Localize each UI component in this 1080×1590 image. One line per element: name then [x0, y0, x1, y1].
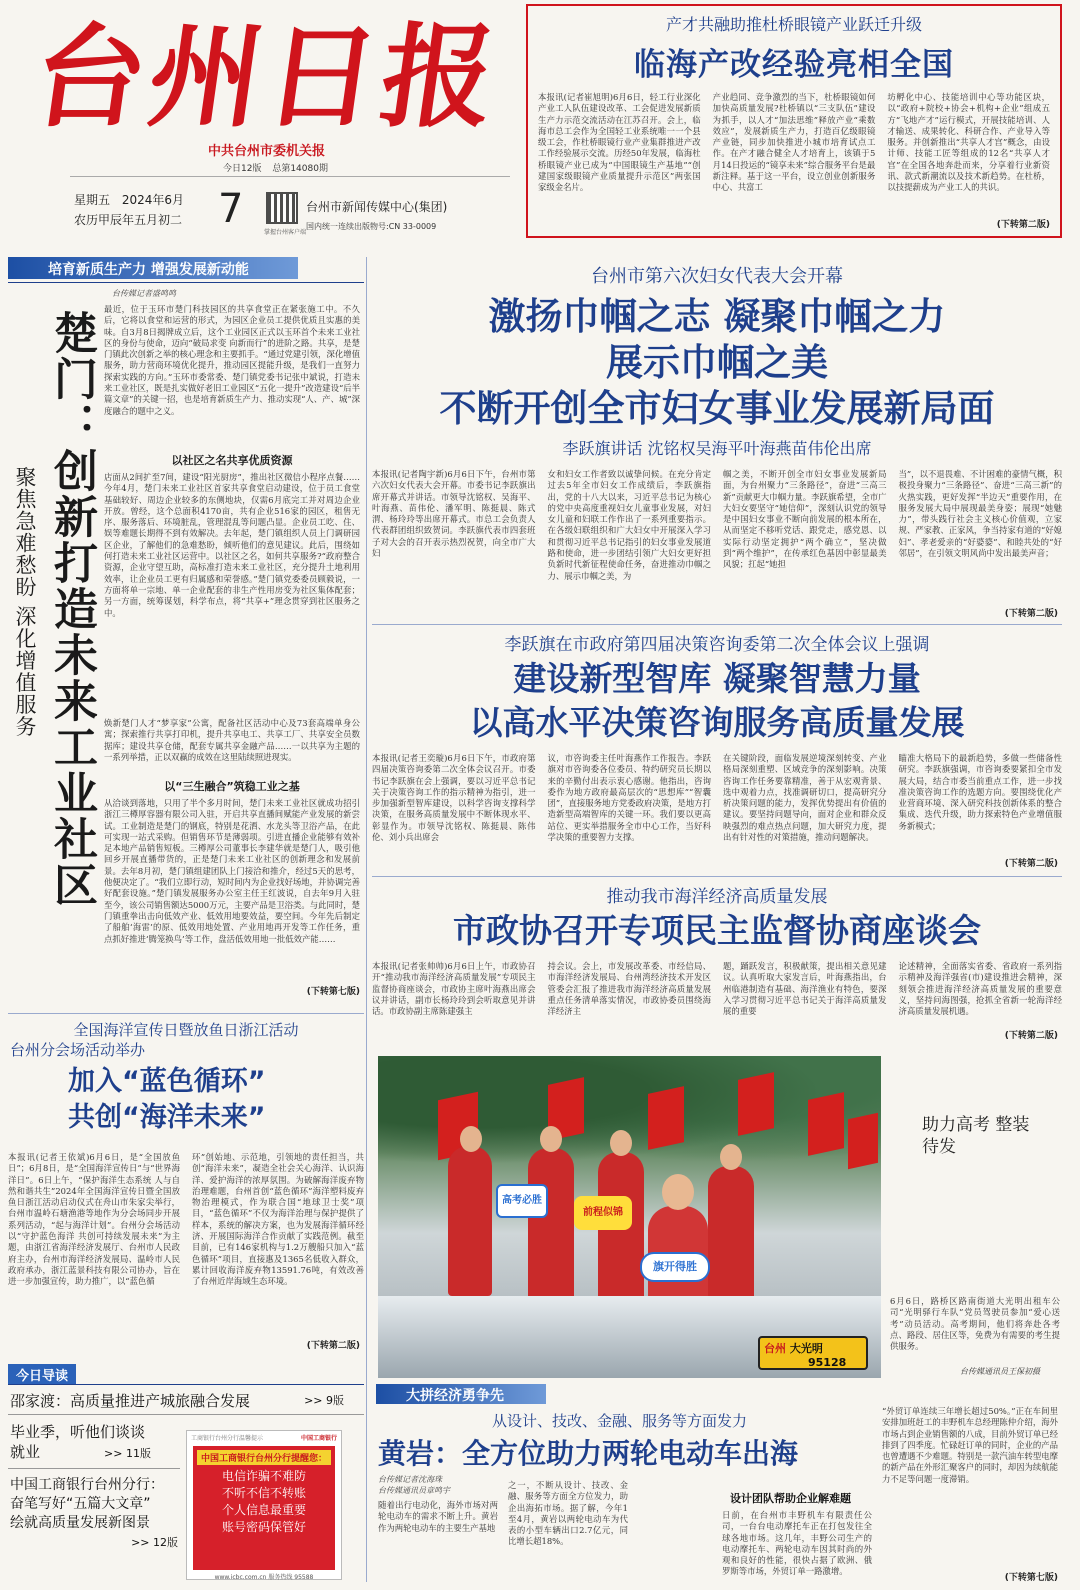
thinktank-story [372, 630, 1062, 872]
thinktank-col3: 在关键阶段，面临发展逆境深刻转变、产业格局深刻重塑、区域竞争的深刻影响。决策咨询工作任务要靠精准，善于从宏观背景、选中观着力点，找准调研切口，提高研究分析决策问题的能力，发挥优势提出有价值的建议。要坚持问题导向，面对企业和群众反映强烈的难点热点问题，加大研究力度，提出有针对性的对策措施，推动问题解决。 [723, 753, 887, 843]
year-month: 2024年6月 [121, 193, 185, 207]
top-story-col2: 产业趋同、竞争激烈的当下，杜桥眼镜如何加快高质量发展?杜桥镇以“三支队伍”建设为抓手，以人才“加法思维”释放产业“乘数效应”，发展新质生产力，打造百亿级眼镜产业链，同步加快推进小城市培育试点工作。在产才融合健全人才培育上，该镇于5月14日投运的“镜享未来”综合服务平台是最新注释。基于这一平台，设立创业创新服务中心、共富工 [712, 92, 876, 193]
thinktank-headline-1: 建设新型智库 凝聚智慧力量 [513, 659, 921, 698]
feature-para2: 店面从2间扩至7间，建设“阳光厨房”，推出社区微信小程序点餐……今年4月，楚门未来工业社区首家共享食堂启动建设，位于员工食堂基础较好、周边企业较多的东侧地块，仅需6月底完工并对周边企业开放。曾经，这个总面积4170亩，共有企业516家的园区，租售无序、服务落后、环境脏乱，管理混乱等问题凸显。企业员工吃、住、娱等难题长期得不到有效解决。去年起，楚门镇组织人员上门调研园区企业，了解他们的急难愁盼，倾听他们的意见建议。此后，围绕如何打造未来工业社区运营中。以社区之名，如何共享服务?“政府整合资源，企业守望互助，高标准打造未来工业社区，充分提升土地利用效率，让企业员工更有归属感和荣誉感。”楚门镇党委委员顾毅说，一方面将单一宗地、单一企业配套的非生产性用房变为社区集体配套；另一方面，统筹谋划，科学布点，将“共享+”理念贯穿到社区服务之中。 [104, 472, 360, 618]
ad-top: 工商银行台州分行温馨提示 [191, 1435, 264, 1442]
women-col3: 帼之美，不断开创全市妇女事业发展新局面，为台州聚力“三条路径”，奋进“三高三新”贡献更大巾帼力量。李跃旗希望，全市广大妇女要坚守“她信仰”，深刻认识党的领导是中国妇女事业不断向前发展的根本所在，从而坚定不移听党话、跟党走，感党恩、以实际行动坚定拥护“两个确立”，坚决做到“两个维护”，在传承红色基因中彰显最美风貌；扛起“她担 [723, 469, 887, 570]
photo-caption-text: 6月6日，路桥区路南街道大光明出租车公司“光明驿行车队”党员驾驶员参加“爱心送考”动员活动。高考期间，他们将奔赴各考点、路段、居住区等，免费为有需要的考生提供服务。 [890, 1296, 1060, 1352]
guide-item-2[interactable]: 毕业季，听他们谈谈 就业 >> 11版 [10, 1423, 151, 1461]
women-subhead: 李跃旗讲话 沈铭权吴海平叶海燕苗伟伦出席 [562, 439, 872, 458]
cppcc-kicker: 推动我市海洋经济高质量发展 [606, 887, 828, 907]
left-feature [8, 286, 364, 1006]
cppcc-col1: 本报讯(记者张帅帅)6月6日上午，市政协召开“推动我市海洋经济高质量发展”专项民主监督协商座谈会，市政协主席叶海燕出席会议并讲话，副市长杨玲玲到会听取意见并讲话。市政协副主席陈建强主 [372, 961, 536, 1017]
top-story-kicker: 产才共融助推杜桥眼镜产业跃迁升级 [665, 15, 922, 34]
feature-para4: 从洽谈到落地，只用了半个多月时间，楚门未来工业社区就成功招引浙江三樽厚容器有限公司入驻，开启共享直播间赋能产业发展的新尝试。工业制造是楚门的钢底，特别是花洒、水龙头等卫浴产品，在此可实现一站式采购。但销售环节是薄弱项。引进直播企业能够有效补足本地产品销售短板。三樽厚公司董事长李建华就是楚门人，吸引他回乡开展直播带货的，正是楚门未来工业社区的创新理念和发展前景。去年8月初，楚门镇组建团队上门接洽和推介，经过5天的思考，他便决定了。“我们立即行动，短时间内为企业找好场地，并协调完善好配套设施。”楚门镇发展服务办公室主任王红波说，自去年9月入驻至今，该公司销售额达5000万元，主要产品是卫浴类。与此同时，楚门镇重拳出击向低效产业、低效用地要效益，要空间。今年先后制定了船舶‘海雷’的原、低效用地处置、产业用地再开发等工作任务，重点抓好推进‘腾笼换鸟’等工作，盘活低效用地一批低效产能…… [104, 798, 360, 944]
cppcc-col2: 持会议。会上，市发展改革委、市经信局、市海洋经济发展局、台州湾经济技术开发区管委会汇报了推进我市海洋经济高质量发展重点任务清单落实情况，市政协委员围绕海洋经济主 [547, 961, 711, 1017]
feature-side-subtitle: 聚焦急难愁盼 深化增值服务 [13, 466, 37, 738]
today-guide-label: 今日导读 [8, 1364, 76, 1385]
ad-bank: 中国工商银行 [300, 1435, 337, 1442]
women-headline-1: 激扬巾帼之志 凝聚巾帼之力 [488, 295, 946, 338]
huangyan-col4: “外贸订单连续三年增长超过50%。”正在车间里安排加班赶工的丰野机车总经理陈仲介绍，海外市场占到企业销售额的八成，目前外贸订单已经排到了四季度。忙碌赶订单的同时，企业的产品也曾遭遇不少难题。特别是一款汽油车转型电摩的新产品在外形汇聚客户的同时，却因为续航能力不足等问题一度滞销。 [882, 1406, 1058, 1484]
photo-credit: 台传媒通讯员王保初摄 [960, 1367, 1040, 1376]
ad-footer: www.icbc.com.cn 服务热线 95588 [214, 1574, 314, 1581]
masthead-title: 台州日报 [24, 12, 508, 143]
feature-side-title: 楚门：创新打造未来工业社区 [46, 310, 97, 908]
women-continue[interactable]: (下转第二版) [1004, 609, 1058, 619]
taxi-sign: 台州 大光明 95128 [764, 1342, 847, 1369]
ocean-continue[interactable]: (下转第二版) [306, 1341, 360, 1351]
ad-line-1: 电信诈骗不难防 [221, 1469, 306, 1483]
feature-para3: 焕新楚门人才“梦享家”公寓，配备社区活动中心及73套高端单身公寓；探索推行共享打印机，提升共享电工、共享工厂、共享安全员数据库；建设共享仓储，配套专属共享金融产品……一以共享为主题的一系列举措，正以双赢的成效在这里陆续照进现实。 [104, 718, 360, 762]
cppcc-col3: 题，踊跃发言，积极献策，提出相关意见建议。认真听取大家发言后，叶海燕指出，台州临港制造有基础、海洋渔业有特色，要深入学习贯彻习近平总书记关于海洋高质量发展的重要 [723, 961, 887, 1017]
thinktank-headline-2: 以高水平决策咨询服务高质量发展 [469, 703, 965, 742]
cppcc-col4: 论述精神，全面落实省委、省政府一系列指示精神及海洋强省(市)建设推进会精神，深刻领会推进海洋经济高质量发展的重要意义，坚持问海图强，抢抓全省新一轮海洋经济高质量发展机遇。 [898, 961, 1062, 1017]
ocean-col2: 环”创始地、示范地，引领地的责任担当，共创“海洋未来”，凝造全社会关心海洋、认识海洋、爱护海洋的浓厚氛围。为破解海洋废弃物治理难题，台州首创“蓝色循环”海洋塑料废弃物治理模式，作为联合国“地球卫士奖”项目，“蓝色循环”不仅为海洋治理与保护提供了样本，系统的解决方案，也为发展海洋循环经济、开展国际海洋合作贡献了实践范例。截至目前，已有146家机构与1.2万艘船只加入“蓝色循环”项目，直接惠及1365名低收入群众，累计回收海洋废弃物13591.76吨，有效改善了台州近岸海域生态环境。 [192, 1152, 364, 1287]
thinktank-kicker: 李跃旗在市政府第四届决策咨询委第二次全体会议上强调 [504, 635, 930, 655]
women-col2: 女和妇女工作者致以诚挚问候。在充分肯定过去5年全市妇女工作成绩后，李跃旗指出，党的十八大以来，习近平总书记为核心的党中央高度重视妇女儿童事业发展，对妇女儿童和妇联工作作出了一系列重要指示。在各级妇联组织和广大妇女中开展深入学习和贯彻习近平总书记指引的妇女事业发展道路和使命，进一步团结引领广大妇女更好担负新时代新征程使命任务，奋进推动巾帼之力、展示巾帼之美，为 [547, 469, 711, 581]
issue-number: 总第14080期 [272, 164, 328, 174]
guide-item-1[interactable]: 邵家渡：高质量推进产城旅融合发展 >> 9版 [10, 1392, 344, 1410]
women-kicker: 台州市第六次妇女代表大会开幕 [591, 266, 843, 287]
weekday: 星期五 [74, 193, 111, 207]
cppcc-story [372, 882, 1062, 1046]
huangyan-col2: 之一，不断从设计、技改、金融、服务等方面全方位发力，助企出海拓市场。据了解，今年1至4月，黄岩以两轮电动车为代表的小型车辆出口2.7亿元，同比增长超18%。 [508, 1480, 628, 1547]
ocean-col1: 本报讯(记者王依斌)6月6日，是“全国放鱼日”；6月8日，是“全国海洋宣传日”与“世界海洋日”。6日上午，“保护海洋生态系统 人与自然和谐共生”2024年全国海洋宣传日暨全国放鱼日浙江活动启动仪式在舟山市朱家尖举行，台州市温岭石塘渔港等地作为分会场同步开展系列活动，“起与海洋计划”。台州分会场活动以“守护蓝色海洋 共创可持续发展未来”为主题，由浙江省海洋经济发展厅、台州市人民政府主办，台州市海洋经济发展局、温岭市人民政府承办，浙江蓝景科技有限公司协办，旨在进一步加强宣传，助力推广，以“蓝色循 [8, 1152, 180, 1287]
cppcc-headline: 市政协召开专项民主监督协商座谈会 [453, 911, 981, 950]
huangyan-headline: 黄岩：全方位助力两轮电动车出海 [378, 1437, 799, 1470]
feature-continue[interactable]: (下转第七版) [306, 987, 360, 997]
ocean-kicker-1: 全国海洋宣传日暨放鱼日浙江活动 [73, 1021, 299, 1039]
women-story [372, 262, 1062, 622]
sign-left: 高考必胜 [496, 1184, 548, 1218]
top-story-headline: 临海产改经验亮相全国 [634, 47, 954, 83]
qr-caption: 掌握台州客户端 [264, 229, 307, 236]
ocean-headline-2: 共创“海洋未来” [68, 1102, 266, 1133]
women-headline-2: 展示巾帼之美 [606, 341, 828, 384]
huangyan-byline-1: 台传媒记者沈海珠 [378, 1475, 442, 1484]
sign-mid: 前程似锦 [574, 1196, 632, 1230]
cn-number: 国内统一连续出版物号:CN 33-0009 [306, 222, 437, 231]
huangyan-sub: 设计团队帮助企业解难题 [730, 1492, 851, 1505]
sign-right: 旗开得胜 [640, 1252, 710, 1282]
thinktank-col2: 议，市咨询委主任叶海燕作工作报告。李跃旗对市咨询委各位委员、特约研究员长期以来的辛勤付出表示衷心感谢。他指出，咨询委作为地方政府最高层次的“思想库”“智囊团”，直接服务地方党委政府决策，是地方打造新型高端智库的关键一环。我们要以更高站位、更实举措服务全市中心工作，当好科学决策的重要智力支撑。 [547, 753, 711, 843]
women-col4: 当”，以不退畏难、不计困难的豪情气概，积极投身聚力“三条路径”、奋进“三高三新”的火热实践，更好发挥“半边天”重要作用，在服务发展大局中展现最美身姿；展现“她魅力”，带头践行社会主义核心价值观，立家规、严家教、正家风，争当持家有道的“好媳妇”、孝老爱亲的“好婆婆”、和睦共处的“好邻居”，在引领文明风尚中发出最美声音； [898, 469, 1062, 559]
issue-pages: 今日12版 [223, 164, 262, 174]
top-story-continue[interactable]: (下转第二版) [996, 220, 1050, 230]
huangyan-continue[interactable]: (下转第七版) [1004, 1573, 1058, 1583]
feature-para4-tail [10, 922, 360, 966]
feature-byline: 台传媒记者盛鸣鸣 [112, 289, 176, 298]
top-story [526, 4, 1062, 238]
icbc-ad[interactable] [186, 1430, 342, 1580]
ocean-kicker-2: 台州分会场活动举办 [10, 1041, 146, 1059]
women-headline-3: 不断开创全市妇女事业发展新局面 [439, 387, 995, 430]
masthead [24, 10, 520, 242]
lunar-date: 农历甲辰年五月初二 [74, 213, 183, 227]
section-banner-text: 培育新质生产力 增强发展新动能 [48, 262, 249, 278]
masthead-organ: 中共台州市委机关报 [208, 144, 326, 159]
cppcc-continue[interactable]: (下转第二版) [1004, 1031, 1058, 1041]
thinktank-continue[interactable]: (下转第二版) [1004, 859, 1058, 869]
top-story-col3: 坊孵化中心、技能培训中心等功能区块，以“政府+院校+协会+机构+企业”组成五方“飞地产才”运行模式，开展技能培训、人才输送、成果转化、科研合作、产业导入等服务。并创新推出“共享人才宫”概念，由设计师、技能工匠等组成的12名“共享人才宫”在全国各地奔赴而来，分享着行业新资讯、款式新潮流以及技术新趋势。在杜桥，以技提薪成为产业工人的共识。 [887, 92, 1051, 193]
qr-code[interactable] [266, 192, 298, 224]
women-col1: 本报讯(记者陶宇新)6月6日下午，台州市第六次妇女代表大会开幕。市委书记李跃旗出席开幕式并讲话。市领导沈铭权、吴海平、叶海燕、苗伟伦、潘军明、陈挺晨、陈式渭、杨玲玲等出席开幕式。市总工会负责人代表群团组织致贺词。李跃旗代表市四套班子对大会的召开表示热烈祝贺，向全市广大妇 [372, 469, 536, 559]
huangyan-banner: 大拼经济勇争先 [376, 1384, 546, 1404]
guide-item-3[interactable]: 中国工商银行台州分行： 奋笔写好“五篇大文章” 绘就高质量发展新图景 >> 12版 [10, 1477, 178, 1549]
news-photo[interactable] [378, 1056, 881, 1378]
ad-header: 中国工商银行台州分行提醒您： [197, 1450, 331, 1465]
ad-line-3: 个人信息最重要 [221, 1503, 306, 1517]
feature-para1: 最近，位于玉环市楚门科技园区的共享食堂正在紧张施工中。不久后，它将以食堂和运营的形式，为园区企业员工提供优质且实惠的美味。自3月8日揭牌成立后，这个工业园区正式以玉环首个未来工业社区的身份与使命，迈向“破局求变 向新而行”的进阶之路。共享，是楚门镇此次创新之举的核心理念和主要抓手。“通过党建引领，深化增值服务，助力营商环境优化提升，推动园区提能升级，是我们一直努力探索实践的方向。”玉环市委常委、楚门镇党委书记张中斌说，打造未来工业社区，既是扎实做好老旧工业园区“五化一提升”改造建设“后半篇文章”的关键一招，也是培育新质生产力、推动实现“人、产、城”深度融合的题中之义。 [104, 304, 360, 416]
huangyan-story [372, 1382, 1062, 1586]
ocean-headline-1: 加入“蓝色循环” [68, 1066, 266, 1097]
today-guide [8, 1364, 364, 1586]
day-number: 7 [218, 186, 244, 232]
huangyan-kicker: 从设计、技改、金融、服务等方面发力 [492, 1412, 748, 1430]
thinktank-col1: 本报讯(记者王奕璇)6月6日下午，市政府第四届决策咨询委第二次全体会议召开。市委书记李跃旗在会上强调，要以习近平总书记关于决策咨询工作的指示精神为指引，进一步加强新型智库建设，以科学咨询支撑科学决策，在服务高质量发展中不断体现水平、彰显作为。市领导沈铭权、陈挺晨、陈伟伦、刘小兵出席会 [372, 753, 536, 843]
photo-caption-title: 助力高考 整装待发 [922, 1115, 1030, 1157]
huangyan-col3: 日前，在台州市丰野机车有限责任公司，一台台电动摩托车正在打包发往全球各地市场。这几年，丰野公司生产的电动摩托车、两轮电动车因其时尚的外观和良好的性能，很快占据了欧洲、俄罗斯等市场，外贸订单一路激增。 [722, 1510, 872, 1577]
huangyan-byline-2: 台传媒通讯员章鸣宇 [378, 1486, 450, 1495]
huangyan-col1: 随着出行电动化，海外市场对两轮电动车的需求不断上升。黄岩作为两轮电动车的主要生产基地 [378, 1500, 498, 1533]
feature-sub2: 以“三生融合”筑稳工业之基 [164, 780, 300, 793]
feature-sub1: 以社区之名共享优质资源 [171, 454, 293, 467]
thinktank-col4: 瞄准大格局下的最新趋势，多做一些储备性研究。李跃旗强调，市咨询委要紧扣全市发展大局，结合市委当前重点工作，进一步找准决策咨询工作的选题方向。要围绕优化产业营商环境、深入研究科技创新体系的整合集成、迭代升级，助力探索特色产业增值服务新模式； [898, 753, 1062, 831]
section-banner [8, 257, 368, 279]
ad-line-4: 账号密码保管好 [221, 1520, 306, 1534]
ocean-story [8, 1020, 364, 1350]
top-story-col1: 本报讯(记者崔旭明)6月6日，轻工行业深化产业工人队伍建设改革、工会促进发展新质生产力示范交流活动在江苏召开。会上，临海市总工会作为全国轻工业系统唯一一个县级工会，作杜桥眼镜行业产业集群推进产改工作经验展示交流。历经50年发展，临海杜桥眼镜产业已成为“中国眼镜生产基地”“创建国家级眼镜产业质量提升示范区”两张国家级金名片。 [538, 92, 701, 193]
publisher: 台州市新闻传媒中心(集团) [306, 200, 448, 214]
ad-line-2: 不听不信不转账 [221, 1486, 306, 1500]
